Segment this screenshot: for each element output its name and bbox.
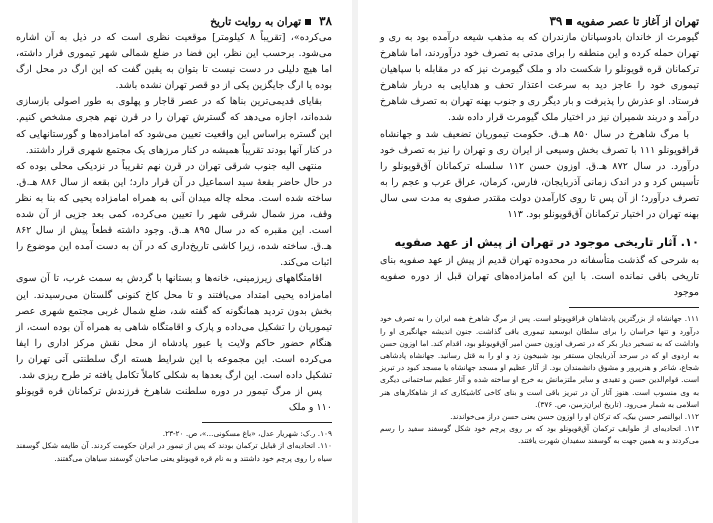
left-running-head (210, 14, 332, 28)
section-heading: ۱۰. آثار تاریخی موجود در تهران از پیش از عهد صفویه (394, 235, 699, 250)
left-paragraph: منتهی الیه جنوب شرقی تهران در قرن نهم تقریباً در نزدیکی محلی بوده که در حال حاضر بقعهٔ سید اسماعیل در آن قرار دارد؛ این بقعه از سال ۸۸۶ هـ.ق. ساخته شده است. محله چاله میدان آنی به همراه امامزاده یحیی که بنا به نظر وقف، مرز شمال شرقی شهر را تعیین می‌کرده، کمی بعد جزیی از آن شده است. این مقبره که در سال ۸۹۵ هـ.ق. وجود داشته قطعاً پیش از سال ۸۶۲ هـ.ق. ساخته شده، زیرا کاشی تاریخ‌داری که در آن به دست آمده این موضوع را اثبات می‌کند. (16, 160, 333, 269)
right-paragraph: با مرگ شاهرخ در سال ۸۵۰ هـ.ق. حکومت تیموریان تضعیف شد و جهانشاه قراقویونلو ۱۱۱ با تصرف بخش وسیعی از ایران ری و تهران را نیز به تصرف خود درآورد. در سال ۸۷۲ هـ.ق. اوزون حسن ۱۱۲ سلسله ترکمانان آق‌قویونلو را تأسیس کرد و در اندک زمانی آذربایجان، فارس، کرمان، عراق عرب و عجم را به تصرف درآورد؛ از آن پس تا روی کارآمدن دولت مقتدر صفوی به مدت سی سال بهنه تهران در اختیار ترکمانان آق‌قویونلو بود. ۱۱۳ (380, 128, 700, 221)
footnote: ۱۰۹. ر.ک: شهریار عدل، «باغ مسکونی...»، ص. ۲۰-۲۳. (162, 429, 332, 439)
right-running-head (545, 14, 699, 28)
right-page (358, 0, 713, 523)
square-bullet-icon (566, 19, 572, 25)
footnote-divider (569, 307, 699, 308)
left-paragraph: بقایای قدیمی‌ترین بناها که در عصر قاجار و پهلوی به طور اصولی بازسازی شده‌اند، اجازه می‌دهد که گسترش تهران را در قرن نهم هجری مشخص کنیم. این گستره براساس این واقعیت تعیین می‌شود که امامزاده‌ها و گورستانهایی که در کنار آنها بودند تقریباً همیشه در کنار مرزهای یک مجتمع شهری قرار داشتند. (16, 96, 332, 156)
footnote: ۱۱۱. جهانشاه از بزرگترین پادشاهان قراقویونلو است. پس از مرگ شاهرخ همه ایران را به تصرف خود درآورد و تنها خراسان را برای سلطان ابوسعید تیموری باقی گذاشت. جنون اندیشه جهانگیری او را واداشت که به تسخیر دیار بکر که در تصرف اوزون حسن امیر آق‌قویونلو بود، اقدام کند. اما اوزون حسن به اردوی او که در سرحد آذربایجان مستقر بود شبیخون زد و او را به قتل رسانید. جهانشاه پادشاهی شجاع، شاعر و هنرپرور و مشوق دانشمندان بود. از آثار عظیم او مسجد جهانشاه یا مسجد کبود در تبریز است. قوام‌الدین حسن و تقیدی و سایر ملتزمانش به خرج او ساخته شده و آثار عظیم ساختمانی دیگری به وی منسوب است. هنوز آثار آن در تبریز باقی است و بنای کاخی کاشیکاری که از شاهکارهای هنر اسلامی به شمار می‌رود. (تاریخ ایران‌زمین، ص. ۳۷۶). (380, 314, 699, 409)
footnote-divider (202, 422, 332, 423)
left-running-title: تهران به روایت تاریخ (210, 16, 302, 28)
footnote: ۱۱۰. اتحادیه‌ای از قبایل ترکمان بودند که پس از تیمور در ایران حکومت کردند. آن طایفه شکل گوسفند سیاه را روی پرچم خود داشتند و به نام قره قویونلو یعنی صاحبان گوسفند سیاهان می‌گفتند. (16, 441, 332, 463)
right-section-text (380, 253, 699, 301)
right-running-title: تهران از آغاز تا عصر صفویه (576, 16, 699, 28)
left-paragraph: اقامتگاههای زیرزمینی، خانه‌ها و بستانها با گردش به سمت غرب، تا آن سوی امامزاده یحیی امتداد می‌یافتند و تا محل کاخ کنونی گلستان می‌رسیدند. این بخش بدون تردید همانگونه که گفته شد، ضلع شمال غربی مجتمع شهری عصر تیموریان را تشکیل می‌داده و پارک و اقامتگاه شاهی به همراه آن بوده است، از هنگام حضور حاکم ولایت یا عبور پادشاه از محل نقش مرکز اداری را ایفا می‌کرده است. این مجموعه با این شرایط هسته ارگ سلطنتی آتی تهران را تشکیل داده است. این ارگ بعدها به شکلی کاملاً تکامل یافته تر طرح ریزی شد. (16, 273, 332, 381)
footnote: ۱۱۳. اتحادیه‌ای از طوایف ترکمان آق‌قویونلو بود که بر روی پرچم خود شکل گوسفند سفید را رسم می‌کردند و به همین جهت به گوسفند سفیدان شهرت یافتند. (380, 424, 699, 446)
right-body-text (380, 30, 699, 223)
left-page (0, 0, 352, 523)
right-paragraph: گیومرث از خاندان بادوسپانان مازندران که به مذهب شیعه درآمده بود به ری و تهران حمله کرده و این منطقه را برای مدتی به تصرف خود درآوردند، اما شاهرخ ترکمانان قره قویونلو را شکست داد و ملک گیومرث نیز که در مقابله با سپاهیان تیموری خود را عاجز دید به سرعت اعتذار تحف و هدایایی به دربار شاهرخ فرستاد. او عذرش را پذیرفت و بار دیگر ری و جنوب بهنه تهران به تصرف شاهرخ درآمد و دربند شمیران نیز در اختیار ملک گیومرث قرار داده شد. (380, 32, 699, 124)
right-paragraph: به شرحی که گذشت متأسفانه در محدوده تهران قدیم از پیش از عهد صفویه بنای تاریخی باقی نمانده است. با این که امامزاده‌های تهران قبل از دوره صفویه موجود (380, 255, 699, 299)
left-paragraph: پس از مرگ تیمور در دوره سلطنت شاهرخ فرزندش ترکمانان قره قویونلو ۱۱۰ و ملک (16, 386, 332, 414)
left-footnotes (16, 428, 332, 465)
left-page-number: ۳۸ (319, 14, 332, 28)
left-paragraph: می‌کرده»، [تقریباً ۸ کیلومتر] موقعیت نظری است که در ذیل به آن اشاره می‌شود. برحسب این نظر، این فضا در ضلع شمالی شهر تیموری قرار داشته، اما هیچ دلیلی در دست نیست تا بتوان به یقین گفت که این ارگ در محل ارگ بوده یا ارگ جایگزین یکی از دو قصر تهران نشده باشد. (16, 32, 332, 92)
square-bullet-icon (305, 19, 311, 25)
left-body-text (16, 30, 332, 416)
right-footnotes (380, 313, 699, 447)
right-page-number: ۳۹ (549, 14, 563, 28)
footnote: ۱۱۲. ابوالنصر حسن بیک، که ترکان او را اوزون حسن یعنی حسن دراز می‌خواندند. (450, 412, 699, 422)
